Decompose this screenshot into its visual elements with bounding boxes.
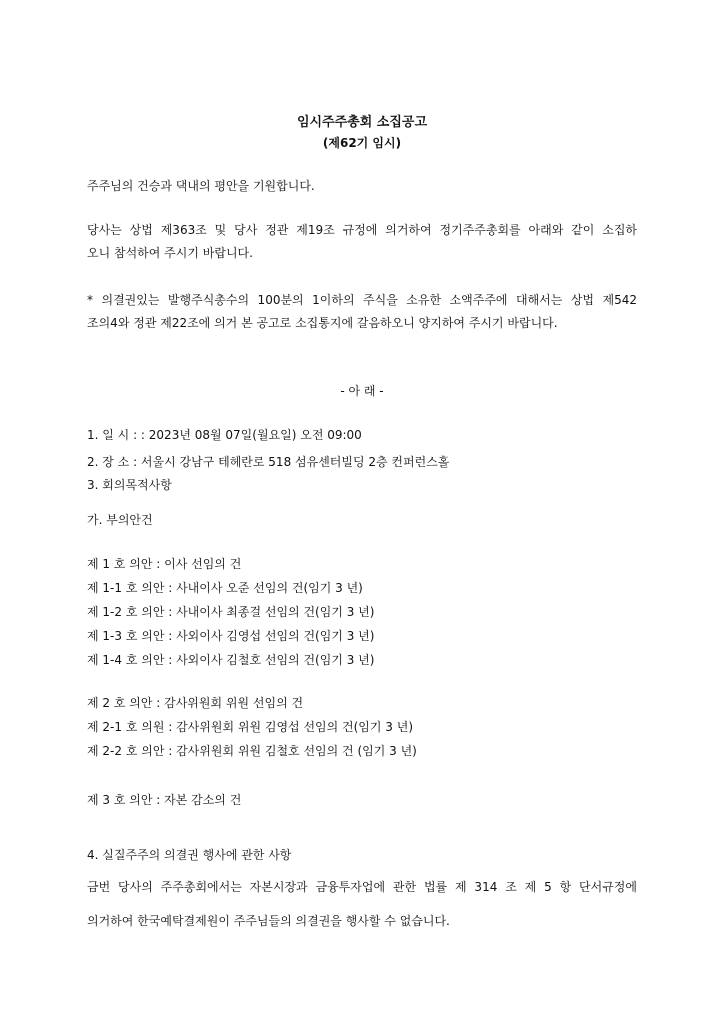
agenda-item: 제 1-1 호 의안 : 사내이사 오준 선임의 건(임기 3 년) xyxy=(87,581,363,595)
meeting-date-item: 1. 일 시 : : 2023년 08월 07일(월요일) 오전 09:00 xyxy=(87,428,362,442)
agenda-item: 제 2 호 의안 : 감사위원회 위원 선임의 건 xyxy=(87,696,304,710)
beneficial-owner-voting-line-1: 금번 당사의 주주총회에서는 자본시장과 금융투자업에 관한 법률 제 314 조 제 5 항 단서규정에 xyxy=(87,880,637,894)
intro-text-line-1: 당사는 상법 제363조 및 당사 정관 제19조 규정에 의거하여 정기주주총회를 아래와 같이 소집하 xyxy=(87,223,637,237)
agenda-item: 제 1 호 의안 : 이사 선임의 건 xyxy=(87,557,242,571)
beneficial-owner-voting-heading: 4. 실질주주의 의결권 행사에 관한 사항 xyxy=(87,848,292,862)
intro-text-line-2: 오니 참석하여 주시기 바랍니다. xyxy=(87,246,253,260)
greeting-text: 주주님의 건승과 댁내의 평안을 기원합니다. xyxy=(87,179,315,193)
agenda-item: 제 1-3 호 의안 : 사외이사 김영섭 선임의 건(임기 3 년) xyxy=(87,629,375,643)
agenda-subheading: 가. 부의안건 xyxy=(87,513,153,527)
agenda-item: 제 3 호 의안 : 자본 감소의 건 xyxy=(87,793,242,807)
below-heading: - 아 래 - xyxy=(340,384,384,398)
meeting-purpose-heading: 3. 회의목적사항 xyxy=(87,478,172,492)
beneficial-owner-voting-line-2: 의거하여 한국예탁결제원이 주주님들의 의결권을 행사할 수 없습니다. xyxy=(87,914,450,928)
agenda-item: 제 1-4 호 의안 : 사외이사 김철호 선임의 건(임기 3 년) xyxy=(87,653,375,667)
minority-shareholder-note-line-1: * 의결권있는 발행주식총수의 100분의 1이하의 주식을 소유한 소액주주에 대해서는 상법 제542 xyxy=(87,293,637,307)
agenda-item: 제 1-2 호 의안 : 사내이사 최종걸 선임의 건(임기 3 년) xyxy=(87,605,375,619)
minority-shareholder-note-line-2: 조의4와 정관 제22조에 의거 본 공고로 소집통지에 갈음하오니 양지하여 주시기 바랍니다. xyxy=(87,316,558,330)
agenda-item: 제 2-2 호 의안 : 감사위원회 위원 김철호 선임의 건 (임기 3 년) xyxy=(87,744,417,758)
agenda-item: 제 2-1 호 의원 : 감사위원회 위원 김영섭 선임의 건(임기 3 년) xyxy=(87,720,414,734)
notice-title: 임시주주총회 소집공고 xyxy=(296,115,428,130)
meeting-venue-item: 2. 장 소 : 서울시 강남구 테헤란로 518 섬유센터빌딩 2층 컨퍼런스홀 xyxy=(87,455,450,469)
notice-subtitle: (제62기 임시) xyxy=(322,136,402,150)
